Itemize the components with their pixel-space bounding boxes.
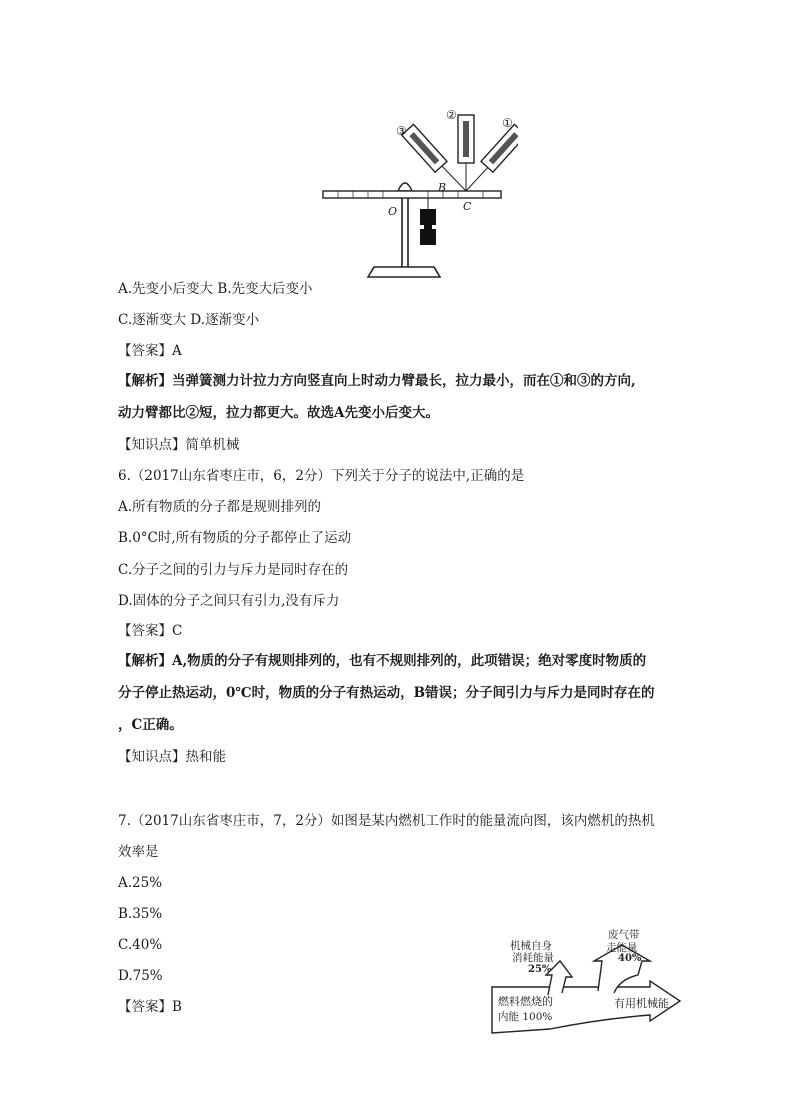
exhaust-label-2: 走能量 bbox=[606, 942, 638, 954]
q7-answer: 【答案】B bbox=[118, 999, 182, 1015]
q5-options-line-1: A.先变小后变大 B.先变大后变小 bbox=[118, 281, 313, 297]
exhaust-label-1: 废气带 bbox=[608, 929, 640, 941]
label-C: C bbox=[463, 200, 472, 213]
fuel-energy-label-1: 燃料燃烧的 bbox=[498, 995, 553, 1008]
useful-energy-label: 有用机械能 bbox=[614, 997, 669, 1010]
q6-answer: 【答案】C bbox=[118, 623, 183, 639]
machine-loss-label-1: 机械自身 bbox=[510, 940, 552, 952]
machine-loss-percent: 25% bbox=[528, 964, 552, 975]
q5-answer: 【答案】A bbox=[118, 343, 182, 359]
q5-analysis-line-1: 【解析】当弹簧测力计拉力方向竖直向上时动力臂最长，拉力最小，而在①和③的方向, bbox=[118, 373, 636, 389]
q7-option-a: A.25% bbox=[118, 875, 163, 891]
q6-stem: 6.（2017山东省枣庄市，6，2分）下列关于分子的说法中,正确的是 bbox=[118, 468, 525, 484]
label-1: ① bbox=[502, 116, 513, 130]
energy-flow-figure bbox=[490, 925, 690, 1037]
q6-analysis-line-2: 分子停止热运动，0℃时，物质的分子有热运动，B错误；分子间引力与斥力是同时存在的 bbox=[118, 685, 655, 701]
q5-analysis-line-2: 动力臂都比②短，拉力都更大。故选A先变小后变大。 bbox=[118, 405, 439, 421]
label-2: ② bbox=[446, 108, 457, 122]
q7-stem-line-1: 7.（2017山东省枣庄市，7，2分）如图是某内燃机工作时的能量流向图，该内燃机的热机 bbox=[118, 813, 655, 829]
q6-option-b: B.0°C时,所有物质的分子都停止了运动 bbox=[118, 530, 352, 546]
q6-option-a: A.所有物质的分子都是规则排列的 bbox=[118, 499, 322, 515]
machine-loss-label-2: 消耗能量 bbox=[512, 952, 554, 964]
q6-knowledge-point: 【知识点】热和能 bbox=[118, 749, 226, 765]
q7-stem-line-2: 效率是 bbox=[118, 844, 159, 860]
fuel-energy-label-2: 内能 100% bbox=[498, 1011, 553, 1023]
q7-option-b: B.35% bbox=[118, 906, 163, 922]
q6-analysis-line-3: ，C正确。 bbox=[118, 717, 183, 733]
q6-analysis-line-1: 【解析】A,物质的分子有规则排列的，也有不规则排列的，此项错误；绝对零度时物质的 bbox=[118, 653, 647, 669]
q6-option-d: D.固体的分子之间只有引力,没有斥力 bbox=[118, 593, 340, 609]
label-B: B bbox=[438, 181, 447, 194]
q7-option-d: D.75% bbox=[118, 968, 163, 984]
q5-knowledge-point: 【知识点】简单机械 bbox=[118, 437, 240, 453]
q6-option-c: C.分子之间的引力与斥力是同时存在的 bbox=[118, 562, 349, 578]
label-O: O bbox=[388, 205, 398, 218]
exhaust-percent: 40% bbox=[618, 953, 642, 964]
label-3: ③ bbox=[396, 124, 407, 138]
q7-option-c: C.40% bbox=[118, 937, 163, 953]
lever-spring-scale-figure bbox=[318, 105, 518, 285]
q5-options-line-2: C.逐渐变大 D.逐渐变小 bbox=[118, 312, 260, 328]
